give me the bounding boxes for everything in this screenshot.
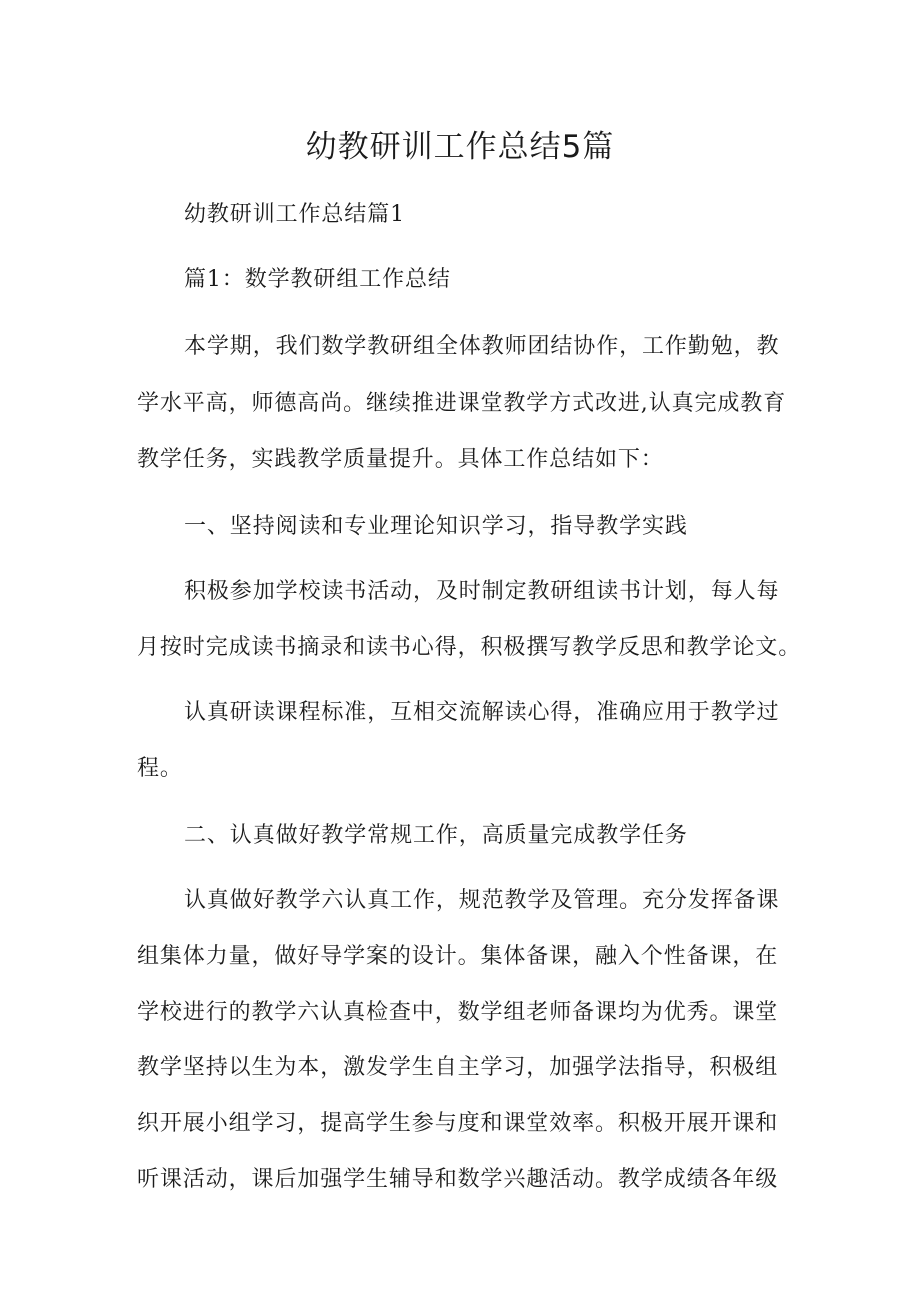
document-title: 幼教研训工作总结5篇 xyxy=(305,129,615,165)
paragraph-line: 学水平高，师德高尚。继续推进课堂教学方式改进,认真完成教育 xyxy=(137,391,787,416)
paragraph-line: 教学坚持以生为本，激发学生自主学习，加强学法指导，积极组 xyxy=(137,1055,779,1080)
paragraph-line: 教学任务，实践教学质量提升。具体工作总结如下： xyxy=(137,447,664,472)
paragraph-line: 认真做好教学六认真工作，规范教学及管理。充分发挥备课 xyxy=(184,888,780,913)
list-heading: 一、坚持阅读和专业理论知识学习，指导教学实践 xyxy=(184,514,688,539)
sub-heading: 篇1：数学教研组工作总结 xyxy=(184,267,451,292)
paragraph-line: 积极参加学校读书活动，及时制定教研组读书计划，每人每 xyxy=(184,579,780,604)
paragraph-line: 组集体力量，做好导学案的设计。集体备课，融入个性备课，在 xyxy=(137,944,779,969)
paragraph-line: 本学期，我们数学教研组全体教师团结协作，工作勤勉，教 xyxy=(184,334,780,359)
paragraph-line: 学校进行的教学六认真检查中，数学组老师备课均为优秀。课堂 xyxy=(137,1000,779,1025)
paragraph-line: 程。 xyxy=(137,756,183,781)
section-heading: 幼教研训工作总结篇1 xyxy=(184,202,405,227)
list-heading: 二、认真做好教学常规工作，高质量完成教学任务 xyxy=(184,823,688,848)
paragraph-line: 月按时完成读书摘录和读书心得，积极撰写教学反思和教学论文。 xyxy=(137,635,802,660)
paragraph-line: 听课活动，课后加强学生辅导和数学兴趣活动。教学成绩各年级 xyxy=(137,1167,779,1192)
paragraph-line: 认真研读课程标准，互相交流解读心得，准确应用于教学过 xyxy=(184,700,780,725)
paragraph-line: 织开展小组学习，提高学生参与度和课堂效率。积极开展开课和 xyxy=(137,1111,779,1136)
